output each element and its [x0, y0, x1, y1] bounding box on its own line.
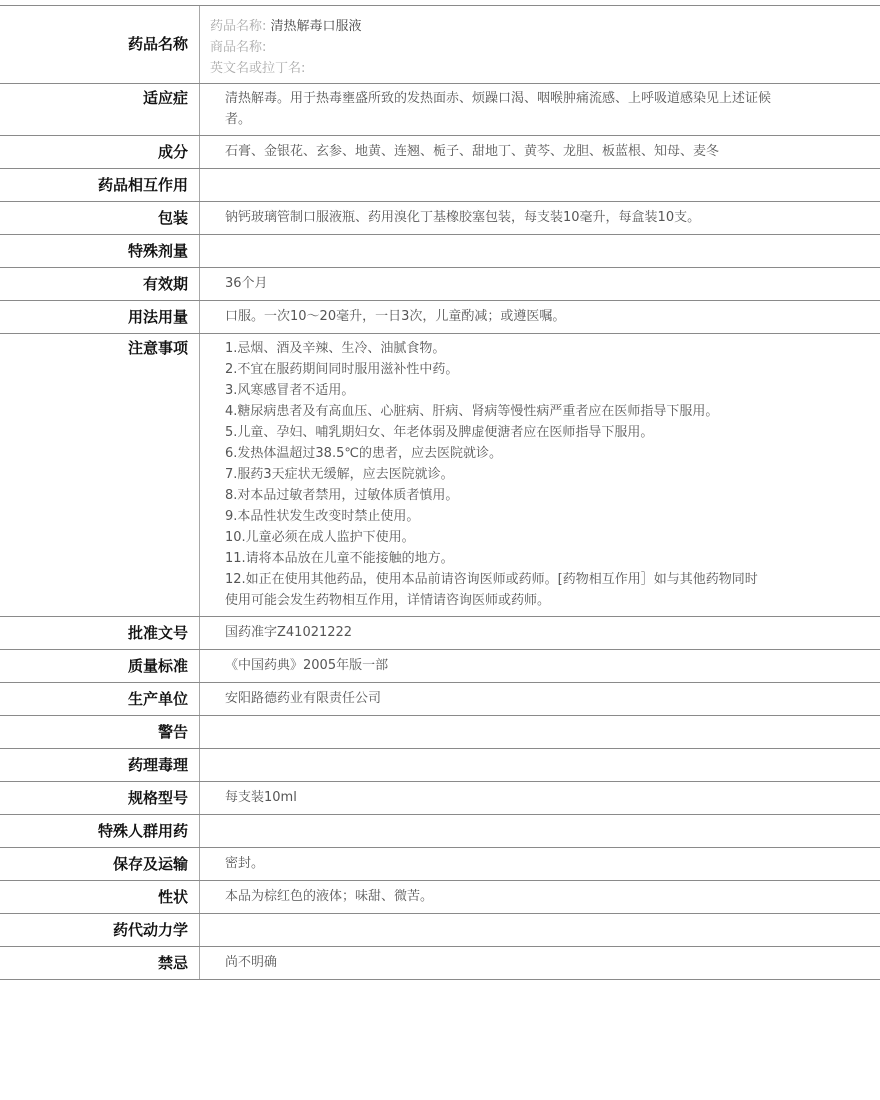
value-dosage: 口服。一次10～20毫升，一日3次，儿童酌减；或遵医嘱。: [225, 309, 566, 324]
value-contraindications: 尚不明确: [225, 955, 278, 970]
row-precautions: [0, 333, 880, 616]
drug-name-value: 清热解毒口服液: [270, 19, 362, 34]
label-precautions: 注意事项: [0, 334, 200, 616]
precaution-item: 8.对本品过敏者禁用，过敏体质者慎用。: [225, 488, 459, 503]
label-warning: 警告: [0, 716, 200, 748]
precaution-item: 6.发热体温超过38.5℃的患者，应去医院就诊。: [225, 446, 502, 461]
value-pharmacokinetics: [200, 914, 880, 946]
row-special-dosage: [0, 234, 880, 267]
precaution-item: 9.本品性状发生改变时禁止使用。: [225, 509, 420, 524]
value-indications: [200, 84, 880, 135]
row-interactions: [0, 168, 880, 201]
precaution-item: 2.不宜在服药期间同时服用滋补性中药。: [225, 362, 459, 377]
value-appearance: 本品为棕红色的液体；味甜、微苦。: [225, 889, 434, 904]
label-standard: 质量标准: [0, 650, 200, 682]
label-expiry: 有效期: [0, 268, 200, 300]
label-appearance: 性状: [0, 881, 200, 913]
value-packaging: 钠钙玻璃管制口服液瓶、药用溴化丁基橡胶塞包装，每支装10毫升，每盒装10支。: [225, 210, 701, 225]
row-pharmacokinetics: [0, 913, 880, 946]
label-drug-name: 药品名称: [0, 6, 200, 83]
precaution-item: 11.请将本品放在儿童不能接触的地方。: [225, 551, 454, 566]
drug-name-block: [200, 6, 880, 83]
label-contraindications: 禁忌: [0, 947, 200, 979]
label-pharmacology: 药理毒理: [0, 749, 200, 781]
precaution-item: 12.如正在使用其他药品，使用本品前请咨询医师或药师。[药物相互作用］如与其他药物同时使用可能会发生药物相互作用，详情请咨询医师或药师。: [225, 572, 758, 608]
value-manufacturer: 安阳路德药业有限责任公司: [225, 691, 382, 706]
value-special-dosage: [200, 235, 880, 267]
label-approval: 批准文号: [0, 617, 200, 649]
label-manufacturer: 生产单位: [0, 683, 200, 715]
row-approval: [0, 616, 880, 649]
row-specification: [0, 781, 880, 814]
drug-name-line: [210, 16, 860, 37]
precaution-item: 4.糖尿病患者及有高血压、心脏病、肝病、肾病等慢性病严重者应在医师指导下服用。: [225, 404, 719, 419]
value-pharmacology: [200, 749, 880, 781]
trade-name-key: 商品名称:: [210, 40, 267, 55]
row-dosage: [0, 300, 880, 333]
precaution-item: 1.忌烟、酒及辛辣、生冷、油腻食物。: [225, 341, 446, 356]
label-storage: 保存及运输: [0, 848, 200, 880]
precaution-item: 5.儿童、孕妇、哺乳期妇女、年老体弱及脾虚便溏者应在医师指导下服用。: [225, 425, 654, 440]
label-pharmacokinetics: 药代动力学: [0, 914, 200, 946]
precaution-item: 3.风寒感冒者不适用。: [225, 383, 355, 398]
label-indications: 适应症: [0, 84, 200, 135]
value-expiry: 36个月: [225, 276, 268, 291]
drug-name-key: 药品名称:: [210, 19, 267, 34]
precaution-item: 10.儿童必须在成人监护下使用。: [225, 530, 415, 545]
row-pharmacology: [0, 748, 880, 781]
value-special-groups: [200, 815, 880, 847]
row-drug-name: [0, 5, 880, 83]
label-specification: 规格型号: [0, 782, 200, 814]
row-expiry: [0, 267, 880, 300]
row-ingredients: [0, 135, 880, 168]
value-storage: 密封。: [225, 856, 265, 871]
row-appearance: [0, 880, 880, 913]
value-warning: [200, 716, 880, 748]
value-ingredients: 石膏、金银花、玄参、地黄、连翘、栀子、甜地丁、黄芩、龙胆、板蓝根、知母、麦冬: [225, 144, 720, 159]
value-specification: 每支装10ml: [225, 790, 297, 805]
row-manufacturer: [0, 682, 880, 715]
row-contraindications: [0, 946, 880, 980]
row-standard: [0, 649, 880, 682]
label-packaging: 包装: [0, 202, 200, 234]
english-name-key: 英文名或拉丁名:: [210, 61, 306, 76]
label-special-groups: 特殊人群用药: [0, 815, 200, 847]
label-special-dosage: 特殊剂量: [0, 235, 200, 267]
precaution-item: 7.服药3天症状无缓解，应去医院就诊。: [225, 467, 454, 482]
row-storage: [0, 847, 880, 880]
label-interactions: 药品相互作用: [0, 169, 200, 201]
value-interactions: [200, 169, 880, 201]
label-ingredients: 成分: [0, 136, 200, 168]
trade-name-line: [210, 37, 860, 58]
row-indications: [0, 83, 880, 135]
row-warning: [0, 715, 880, 748]
english-name-line: [210, 58, 860, 79]
value-approval: 国药准字Z41021222: [225, 625, 353, 640]
value-standard: 《中国药典》2005年版一部: [225, 658, 389, 673]
drug-info-table: [0, 5, 880, 980]
indications-text: 清热解毒。用于热毒壅盛所致的发热面赤、烦躁口渴、咽喉肿痛流感、上呼吸道感染见上述证候者。: [225, 91, 772, 127]
row-packaging: [0, 201, 880, 234]
value-precautions: [200, 334, 880, 616]
row-special-groups: [0, 814, 880, 847]
label-dosage: 用法用量: [0, 301, 200, 333]
